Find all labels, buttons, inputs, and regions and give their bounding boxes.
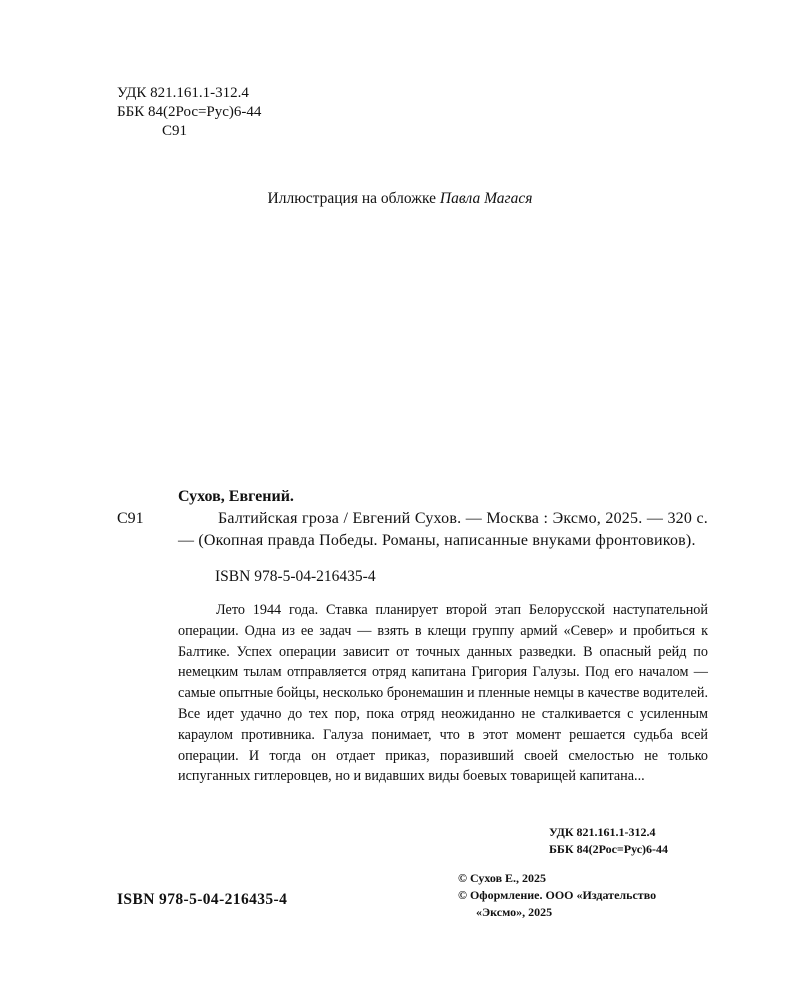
illustration-artist: Павла Магася xyxy=(439,190,533,207)
book-annotation: Лето 1944 года. Ставка планирует второй этап Белорусской наступательной операции. Одна из ее задач — взять в клещи группу армий «Север» и пробиться к Балтике. Успех операции зависит от точных данных разведки. В опасный рейд по немецким тылам отправляется отряд капитана Григория Галузы. Под его началом — самые опытные бойцы, несколько бронемашин и пленные немцы в качестве водителей. Все идет удачно до тех пор, пока отряд неожиданно не сталкивается с усиленным караулом противника. Галуза понимает, что в этот момент решается судьба всей операции. И тогда он отдает приказ, поразивший своей смелостью не только испуганных гитлеровцев, но и видавших виды боевых товарищей капитана... xyxy=(178,602,708,785)
copyright-notice xyxy=(458,870,656,921)
copyright-publisher: «Эксмо», 2025 xyxy=(476,905,553,919)
udk-code: УДК 821.161.1-312.4 xyxy=(117,85,249,101)
bottom-bbk-code: ББК 84(2Рос=Рус)6-44 xyxy=(549,842,669,856)
catalog-entry xyxy=(178,486,708,552)
isbn-bottom: ISBN 978-5-04-216435-4 xyxy=(117,891,288,908)
illustration-credit xyxy=(0,190,800,208)
copyright-author: © Сухов Е., 2025 xyxy=(458,871,547,885)
copyright-design: © Оформление. ООО «Издательство xyxy=(458,888,657,902)
author-mark: С91 xyxy=(162,123,188,139)
catalog-description: Балтийская гроза / Евгений Сухов. — Москва : Эксмо, 2025. — 320 с. — (Окопная правда Победы. Романы, написанные внуками фронтовиков). xyxy=(178,510,708,549)
bbk-code: ББК 84(2Рос=Рус)6-44 xyxy=(117,104,262,120)
catalog-side-mark: С91 xyxy=(117,510,144,527)
classification-codes xyxy=(117,84,261,141)
bottom-udk-code: УДК 821.161.1-312.4 xyxy=(549,825,656,839)
catalog-author: Сухов, Евгений. xyxy=(178,488,294,505)
bottom-classification-codes xyxy=(549,824,668,858)
illustration-credit-prefix: Иллюстрация на обложке xyxy=(267,190,440,207)
catalog-isbn: ISBN 978-5-04-216435-4 xyxy=(215,568,376,585)
